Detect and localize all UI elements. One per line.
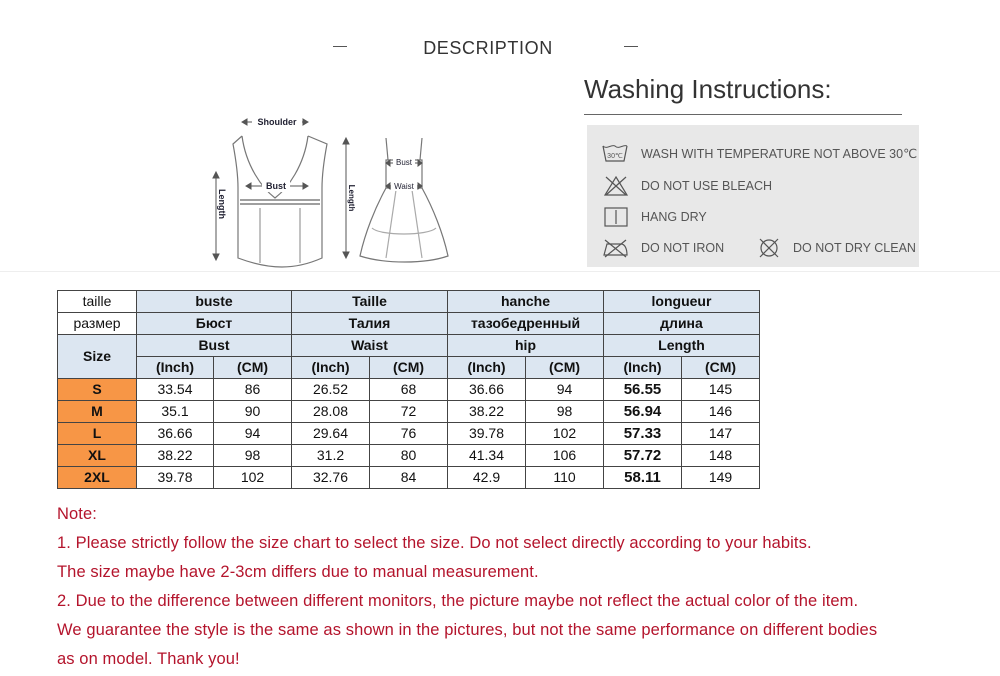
table-cell: 39.78 — [448, 423, 526, 445]
header-row-russian — [58, 313, 760, 335]
size-label-cell: S — [58, 379, 137, 401]
header-cell: размер — [58, 313, 137, 335]
header-cell: Waist — [292, 335, 448, 357]
wash-item-dry-clean — [757, 237, 916, 259]
unit-header-cell: (CM) — [682, 357, 760, 379]
table-cell: 28.08 — [292, 401, 370, 423]
table-cell: 148 — [682, 445, 760, 467]
unit-header-cell: (CM) — [526, 357, 604, 379]
section-separator — [0, 271, 1000, 272]
no-iron-icon — [601, 237, 629, 259]
table-cell: 94 — [214, 423, 292, 445]
header-row-english — [58, 335, 760, 357]
table-cell: 41.34 — [448, 445, 526, 467]
unit-header-cell: (Inch) — [448, 357, 526, 379]
table-cell: 90 — [214, 401, 292, 423]
table-cell: 29.64 — [292, 423, 370, 445]
note-line: as on model. Thank you! — [57, 650, 240, 668]
table-cell: 36.66 — [137, 423, 214, 445]
page-title: DESCRIPTION — [423, 38, 553, 58]
header-dash-left — [333, 46, 347, 47]
note-line: 1. Please strictly follow the size chart to select the size. Do not select directly according to your habits. — [57, 534, 812, 552]
table-cell: 38.22 — [448, 401, 526, 423]
note-line: The size maybe have 2-3cm differs due to manual measurement. — [57, 563, 539, 581]
wash-item-label: DO NOT USE BLEACH — [641, 179, 773, 193]
table-cell: 94 — [526, 379, 604, 401]
table-cell: 110 — [526, 467, 604, 489]
header-dash-right — [624, 46, 638, 47]
header-cell: Length — [604, 335, 760, 357]
table-cell: 102 — [214, 467, 292, 489]
table-cell: 36.66 — [448, 379, 526, 401]
table-cell: 147 — [682, 423, 760, 445]
hang-dry-icon — [603, 206, 629, 228]
no-bleach-icon — [603, 175, 629, 197]
table-cell: 56.55 — [604, 379, 682, 401]
table-cell: 86 — [214, 379, 292, 401]
table-row — [58, 445, 760, 467]
size-header-cell: Size — [58, 335, 137, 379]
table-cell: 146 — [682, 401, 760, 423]
wash-item-bleach — [603, 175, 772, 197]
table-cell: 58.11 — [604, 467, 682, 489]
table-cell: 84 — [370, 467, 448, 489]
bust-label: Bust — [266, 181, 286, 191]
header-cell: hanche — [448, 291, 604, 313]
svg-text:30℃: 30℃ — [607, 153, 623, 160]
dress-length-label: Length — [347, 184, 356, 212]
table-cell: 80 — [370, 445, 448, 467]
size-label-cell: XL — [58, 445, 137, 467]
note-line: 2. Due to the difference between different monitors, the picture maybe not reflect the actual color of the item. — [57, 592, 859, 610]
table-cell: 35.1 — [137, 401, 214, 423]
table-row — [58, 423, 760, 445]
unit-header-cell: (Inch) — [137, 357, 214, 379]
header-cell: Bust — [137, 335, 292, 357]
dress-drawing — [360, 138, 448, 262]
header-row-french — [58, 291, 760, 313]
wash-30-icon — [601, 142, 629, 164]
table-row — [58, 401, 760, 423]
wash-item-label: WASH WITH TEMPERATURE NOT ABOVE 30℃ — [641, 146, 918, 161]
table-cell: 56.94 — [604, 401, 682, 423]
table-cell: 33.54 — [137, 379, 214, 401]
header-cell: longueur — [604, 291, 760, 313]
tank-top-drawing — [233, 136, 327, 267]
table-cell: 42.9 — [448, 467, 526, 489]
header-cell: длина — [604, 313, 760, 335]
size-label-cell: L — [58, 423, 137, 445]
units-row — [58, 357, 760, 379]
dress-bust-label: Bust — [395, 158, 413, 167]
note-line: We guarantee the style is the same as shown in the pictures, but not the same performance on different bodies — [57, 621, 878, 639]
wash-item-label: DO NOT IRON — [641, 241, 725, 255]
unit-header-cell: (Inch) — [604, 357, 682, 379]
wash-item-temperature — [601, 142, 917, 164]
washing-title-rule — [584, 114, 902, 115]
wash-item-hang-dry — [603, 206, 707, 228]
size-table-body — [58, 379, 760, 489]
header-cell: тазобедренный — [448, 313, 604, 335]
table-cell: 72 — [370, 401, 448, 423]
table-cell: 98 — [214, 445, 292, 467]
table-cell: 39.78 — [137, 467, 214, 489]
table-cell: 38.22 — [137, 445, 214, 467]
length-label: Length — [217, 189, 227, 219]
wash-item-label: DO NOT DRY CLEAN — [793, 241, 916, 255]
table-cell: 32.76 — [292, 467, 370, 489]
unit-header-cell: (CM) — [214, 357, 292, 379]
unit-header-cell: (CM) — [370, 357, 448, 379]
table-row — [58, 467, 760, 489]
table-cell: 145 — [682, 379, 760, 401]
no-dry-clean-icon — [757, 237, 781, 259]
table-cell: 149 — [682, 467, 760, 489]
washing-title: Washing Instructions: — [584, 74, 832, 104]
header-cell: taille — [58, 291, 137, 313]
table-cell: 57.33 — [604, 423, 682, 445]
table-cell: 98 — [526, 401, 604, 423]
table-row — [58, 379, 760, 401]
table-cell: 68 — [370, 379, 448, 401]
table-cell: 76 — [370, 423, 448, 445]
washing-panel — [587, 125, 919, 267]
header-cell: Талия — [292, 313, 448, 335]
note-heading: Note: — [57, 505, 97, 523]
wash-item-label: HANG DRY — [641, 210, 707, 224]
dress-waist-label: Waist — [394, 182, 414, 191]
garment-diagram — [200, 108, 465, 273]
shoulder-label: Shoulder — [257, 117, 297, 127]
unit-header-cell: (Inch) — [292, 357, 370, 379]
header-cell: hip — [448, 335, 604, 357]
table-cell: 106 — [526, 445, 604, 467]
header-cell: buste — [137, 291, 292, 313]
table-cell: 57.72 — [604, 445, 682, 467]
table-cell: 31.2 — [292, 445, 370, 467]
table-cell: 26.52 — [292, 379, 370, 401]
wash-item-iron — [601, 237, 724, 259]
header-cell: Taille — [292, 291, 448, 313]
size-label-cell: M — [58, 401, 137, 423]
header-cell: Бюст — [137, 313, 292, 335]
size-label-cell: 2XL — [58, 467, 137, 489]
size-chart-table — [57, 290, 760, 489]
table-cell: 102 — [526, 423, 604, 445]
